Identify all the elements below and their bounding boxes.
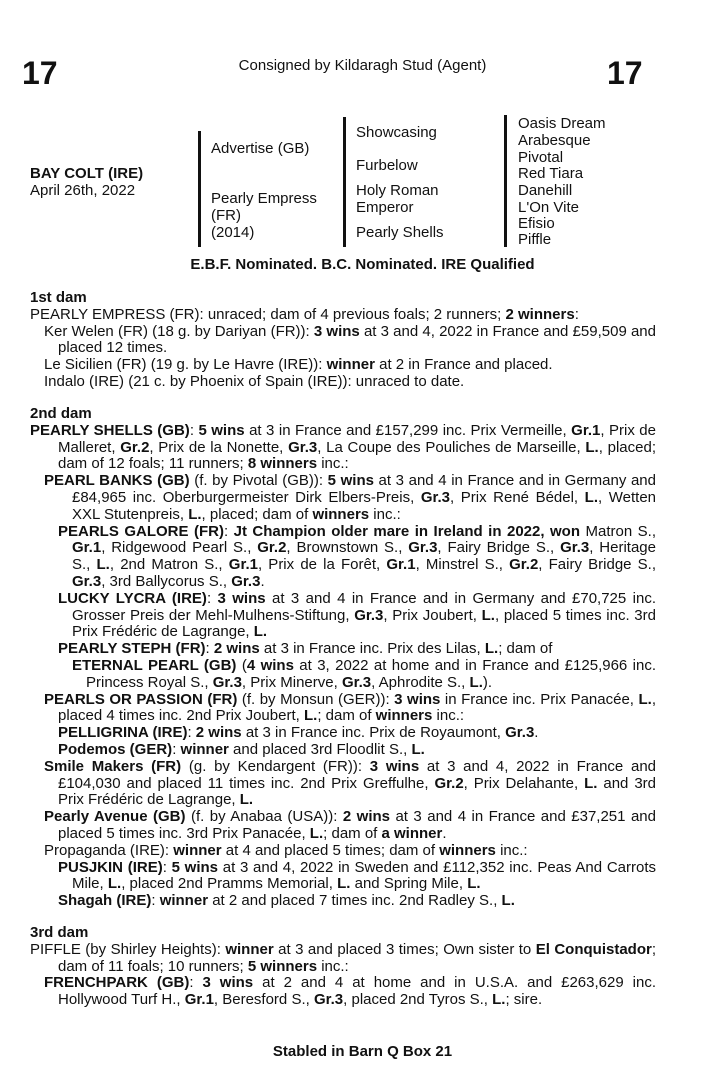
dam-line-1: Pearly Empress [211,190,317,207]
produce-entry: PUSJKIN (IRE): 5 wins at 3 and 4, 2022 in Sweden and £112,352 inc. Peas And Carrots Mile, L., placed 2nd Pramms Memorial, L. and Spring Mile, L. [58,858,656,893]
produce-entry: PEARLS OR PASSION (FR) (f. by Monsun (GER)): 3 wins in France inc. Prix Panacée, L., placed 4 times inc. 2nd Prix Joubert, L.; dam of winners inc.: [44,690,656,725]
produce-entry: Ker Welen (FR) (18 g. by Dariyan (FR)): 3 wins at 3 and 4, 2022 in France and £59,509 and placed 12 times. [44,322,656,357]
gen3-1: Oasis Dream [518,115,606,132]
third-dam-entry: PIFFLE (by Shirley Heights): winner at 3 and placed 3 times; Own sister to El Conquistador; dam of 11 foals; 10 runners; 5 winners inc.: [30,940,656,975]
gen3-6: L'On Vite [518,199,579,216]
gen3-4: Red Tiara [518,165,584,182]
produce-entry: PEARLY STEPH (FR): 2 wins at 3 in France inc. Prix des Lilas, L.; dam of [58,640,553,658]
produce-entry: ETERNAL PEARL (GB) (4 wins at 3, 2022 at home and in France and £125,966 inc. Princess Royal S., Gr.3, Prix Minerve, Gr.3, Aphrodite S., L.). [72,656,656,691]
gen3-8: Piffle [518,231,552,248]
dam-line-3: (2014) [211,224,255,241]
produce-entry: FRENCHPARK (GB): 3 wins at 2 and 4 at home and in U.S.A. and £263,629 inc. Hollywood Turf H., Gr.1, Beresford S., Gr.3, placed 2nd Tyros S., L.; sire. [44,974,656,1009]
gen3-2: Arabesque [518,132,591,149]
dam-sire-line-1: Holy Roman [356,182,439,199]
stabling-info: Stabled in Barn Q Box 21 [272,1043,453,1060]
gen3-7: Efisio [518,215,555,232]
third-dam-section [30,925,656,1009]
produce-entry: PEARL BANKS (GB) (f. by Pivotal (GB)): 5 wins at 3 and 4 in France and in Germany and £84,965 inc. Oberburgermeister Dirk Elbers-Preis, Gr.3, Prix René Bédel, L., Wetten XXL Stutenpreis, L., placed; dam of winners inc.: [44,472,657,523]
first-dam-heading: 1st dam [30,289,87,306]
produce-entry: Le Sicilien (FR) (19 g. by Le Havre (IRE)): winner at 2 in France and placed. [44,356,553,374]
produce-entry: LUCKY LYCRA (IRE): 3 wins at 3 and 4 in France and in Germany and £70,725 inc. Grosser Preis der Mehl-Mulhens-Stiftung, Gr.3, Prix Joubert, L., placed 5 times inc. 3rd Prix Frédéric de Lagrange, L. [58,589,656,641]
produce-entry: Pearly Avenue (GB) (f. by Anabaa (USA)): 2 wins at 3 and 4 in France and £37,251 and placed 5 times inc. 3rd Prix Panacée, L.; dam of a winner. [44,808,656,842]
pedigree-bracket-2 [343,117,346,247]
consignor: Consigned by Kildaragh Stud (Agent) [238,57,487,74]
produce-entry: Propaganda (IRE): winner at 4 and placed 5 times; dam of winners inc.: [44,841,528,859]
produce-entry: Smile Makers (FR) (g. by Kendargent (FR)): 3 wins at 3 and 4, 2022 in France and £104,030 and placed 11 times inc. 2nd Prix Greffulhe, Gr.2, Prix Delahante, L. and 3rd Prix Frédéric de Lagrange, L. [44,757,657,809]
produce-entry: PEARLS GALORE (FR): Jt Champion older mare in Ireland in 2022, won Matron S., Gr.1, Ridgewood Pearl S., Gr.2, Brownstown S., Gr.3, Fairy Bridge S., Gr.3, Heritage S., L., 2nd Matron S., Gr.1, Prix de la Forêt, Gr.1, Minstrel S., Gr.2, Fairy Bridge S., Gr.3, 3rd Ballycorus S., Gr.3. [58,522,657,590]
first-dam-section [30,290,656,391]
sire-sire: Showcasing [356,124,437,141]
pedigree-bracket-1 [198,131,201,247]
lot-number-left: 17 [22,55,58,91]
dam-sire-line-2: Emperor [356,199,414,216]
horse-name: BAY COLT (IRE) [30,165,144,182]
gen3-3: Pivotal [518,149,564,166]
second-dam-heading: 2nd dam [30,405,92,422]
third-dam-heading: 3rd dam [30,924,89,941]
nominations: E.B.F. Nominated. B.C. Nominated. IRE Qualified [190,256,535,273]
dam-dam: Pearly Shells [356,224,444,241]
gen3-5: Danehill [518,182,573,199]
first-dam-entry: PEARLY EMPRESS (FR): unraced; dam of 4 previous foals; 2 runners; 2 winners: [30,305,579,323]
horse-dob: April 26th, 2022 [30,182,136,199]
produce-entry: Podemos (GER): winner and placed 3rd Floodlit S., L. [58,740,425,758]
lot-number-right: 17 [607,55,643,91]
produce-entry: Indalo (IRE) (21 c. by Phoenix of Spain (IRE)): unraced to date. [44,372,465,390]
sire: Advertise (GB) [211,140,310,157]
produce-entry: PELLIGRINA (IRE): 2 wins at 3 in France inc. Prix de Royaumont, Gr.3. [58,724,539,742]
produce-entry: Shagah (IRE): winner at 2 and placed 7 times inc. 2nd Radley S., L. [58,892,515,910]
sire-dam: Furbelow [356,157,418,174]
second-dam-section [30,406,656,910]
second-dam-entry: PEARLY SHELLS (GB): 5 wins at 3 in France and £157,299 inc. Prix Vermeille, Gr.1, Prix de Malleret, Gr.2, Prix de la Nonette, Gr.3, La Coupe des Pouliches de Marseille, L., placed; dam of 12 foals; 11 runners; 8 winners inc.: [30,421,656,473]
dam-line-2: (FR) [211,207,241,224]
pedigree-bracket-3 [504,115,507,247]
